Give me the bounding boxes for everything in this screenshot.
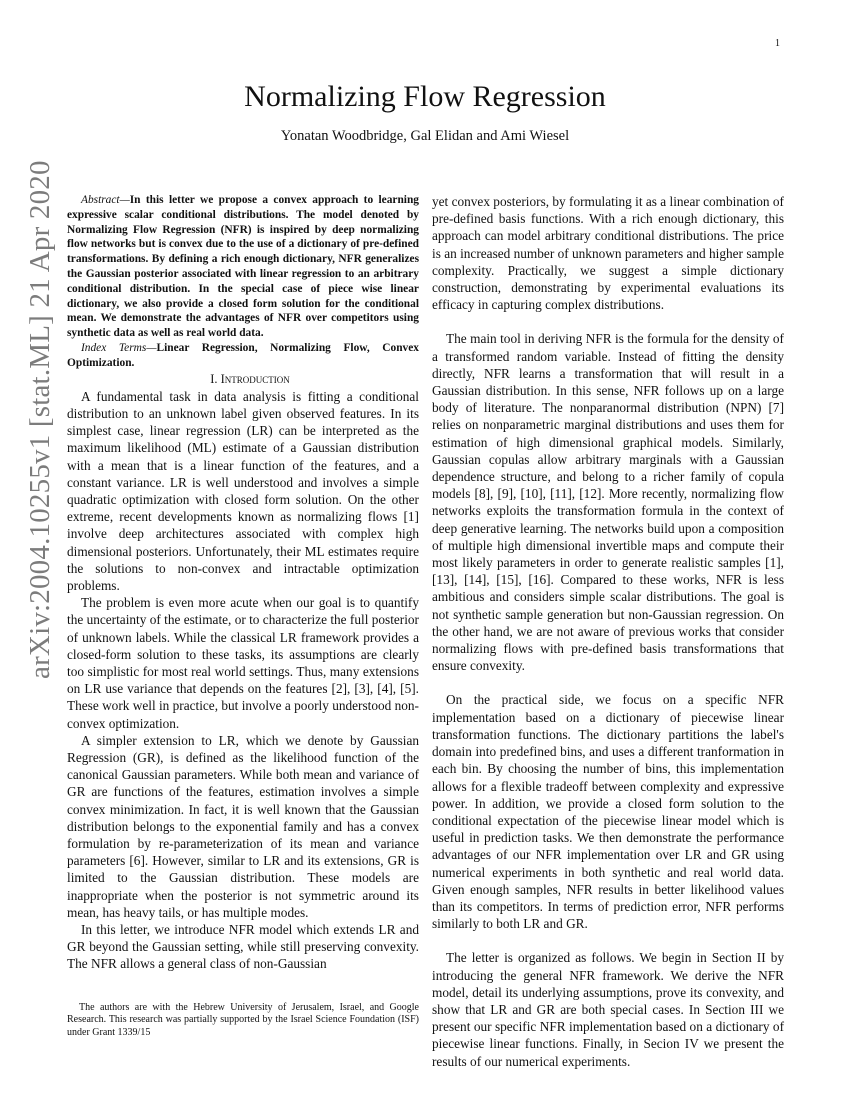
footnote: The authors are with the Hebrew University of Jerusalem, Israel, and Google Research. This research was partially supported by the Israel Science Foundation (ISF) under Grant 1339/15 [67,1002,419,1038]
abstract-text: In this letter we propose a convex approach to learning expressive scalar conditional distributions. The model denoted by Normalizing Flow Regression (NFR) is inspired by deep normalizing flow networks but is convex due to the use of a dictionary of pre-defined transformations. By defining a rich enough dictionary, NFR generalizes the Gaussian posterior associated with linear regression to an arbitrary conditional distribution. In the special case of piece wise linear dictionary, we also provide a closed form solution for the conditional mean. We demonstrate the advantages of NFR over competitors using synthetic data as well as real world data. [67,194,419,340]
index-terms: Index Terms—Linear Regression, Normalizing Flow, Convex Optimization. [67,341,419,369]
body-paragraph: A simpler extension to LR, which we denote by Gaussian Regression (GR), is defined as the likelihood function of the canonical Gaussian parameters. While both mean and variance of GR are functions of the features, estimation involves a simple convex minimization. In fact, it is well known that the Gaussian distribution belongs to the exponential family and has a convex formulation by re-parameterization of its mean and variance parameters [6]. However, similar to LR and its extensions, GR is limited to the Gaussian distribution. These models are inappropriate when the posterior is not symmetric around its mean, has heavy tails, or has multiple modes. [67,732,419,920]
author-list: Yonatan Woodbridge, Gal Elidan and Ami Wiesel [280,128,570,144]
body-paragraph: The problem is even more acute when our goal is to quantify the uncertainty of the estimate, or to characterize the full posterior of unknown labels. While the classical LR framework provides a closed-form solution to these tasks, its assumptions are clearly too simplistic for most real world settings. Thus, many extensions on LR use variance that depends on the features [2], [3], [4], [5]. These work well in practice, but involve a poorly understood non-convex optimization. [67,595,419,731]
page-number: 1 [775,38,780,49]
left-column [67,193,419,973]
section-number: I. [210,371,218,386]
body-paragraph: The letter is organized as follows. We begin in Section II by introducing the general NFR framework. We derive the NFR model, detail its underlying assumptions, prove its convexity, and show that LR and GR are both special cases. In Section III we present our specific NFR implementation based on a dictionary of piecewise linear functions. Finally, in Secion IV we present the results of our numerical experiments. [432,950,784,1069]
section-heading-introduction [67,371,419,388]
index-terms-label: Index Terms [81,341,147,354]
arxiv-stamp: arXiv:2004.10255v1 [stat.ML] 21 Apr 2020 [24,160,56,679]
paper-title: Normalizing Flow Regression [244,80,606,113]
right-column [432,193,784,1070]
abstract: Abstract—In this letter we propose a convex approach to learning expressive scalar conditional distributions. The model denoted by Normalizing Flow Regression (NFR) is inspired by deep normalizing flow networks but is convex due to the use of a dictionary of pre-defined transformations. By defining a rich enough dictionary, NFR generalizes the Gaussian posterior associated with linear regression to an arbitrary conditional distribution. In the special case of piece wise linear dictionary, we also provide a closed form solution for the conditional mean. We demonstrate the advantages of NFR over competitors using synthetic data as well as real world data. [67,194,419,340]
abstract-label: Abstract [81,194,120,206]
body-paragraph: On the practical side, we focus on a specific NFR implementation based on a dictionary of piecewise linear transformation functions. The dictionary partitions the label's domain into predefined bins, and uses a different tranformation in each bin. By choosing the number of bins, this implementation allows for a flexible tradeoff between complexity and expressive power. In addition, we provide a closed form solution to the conditional expectation of the piecewise linear model which is useful in prediction tasks. We then demonstrate the performance advantages of our NFR implementation over LR and GR using numerical experiments in both synthetic and real world data. Given enough samples, NFR results in better likelihood values than its competitors. In terms of prediction error, NFR performs similarly to both LR and GR. [432,692,784,932]
body-paragraph: yet convex posteriors, by formulating it as a linear combination of pre-defined basis functions. With a rich enough dictionary, this approach can model arbitrary conditional distributions. The price is an increased number of unknown parameters and higher sample complexity. Practically, we suggest a simple dictionary construction, demonstrating by experimental evaluations its efficacy in capturing complex distributions. [432,194,784,313]
body-paragraph: The main tool in deriving NFR is the formula for the density of a transformed random variable. Instead of fitting the density directly, NFR learns a transformation that will result in a Gaussian distribution. In this sense, NFR follows up on a large body of literature. The nonparanormal distribution (NPN) [7] relies on nonparametric marginal distributions and uses them for estimation of high dimensional graphical models. Similarly, Gaussian copulas allow arbitrary marginals with a Gaussian dependence structure, and belong to a richer family of copula models [8], [9], [10], [11], [12]. More recently, normalizing flow networks exploits the transformation formula in the context of deep generative learning. The networks build upon a composition of multiple high dimensional invertible maps and compute their most likely parameters in order to generate realistic samples [1], [13], [14], [15], [16]. Compared to these works, NFR is less ambitious and considers simple scalar distributions. The goal is not synthetic sample generation but non-Gaussian regression. On the other hand, we are not aware of previous works that consider normalizing flows with pre-defined basis transformations that ensure convexity. [432,331,784,674]
section-title: Introduction [220,371,290,386]
body-paragraph: In this letter, we introduce NFR model which extends LR and GR beyond the Gaussian setting, while still preserving convexity. The NFR allows a general class of non-Gaussian [67,922,419,972]
index-terms-text: Linear Regression, Normalizing Flow, Convex Optimization. [67,341,419,369]
body-paragraph: A fundamental task in data analysis is fitting a conditional distribution to an unknown label given observed features. In its simplest case, linear regression (LR) can be interpreted as the maximum likelihood (ML) estimate of a Gaussian distribution with a mean that is a linear function of the features, and a constant variance. LR is well understood and involves a simple quadratic optimization with closed form solution. On the other extreme, recent developments known as normalizing flows [1] involve deep architectures associated with complex high dimensional posteriors. Unfortunately, their ML estimates require the solutions to non-convex and intractable optimization problems. [67,388,419,593]
